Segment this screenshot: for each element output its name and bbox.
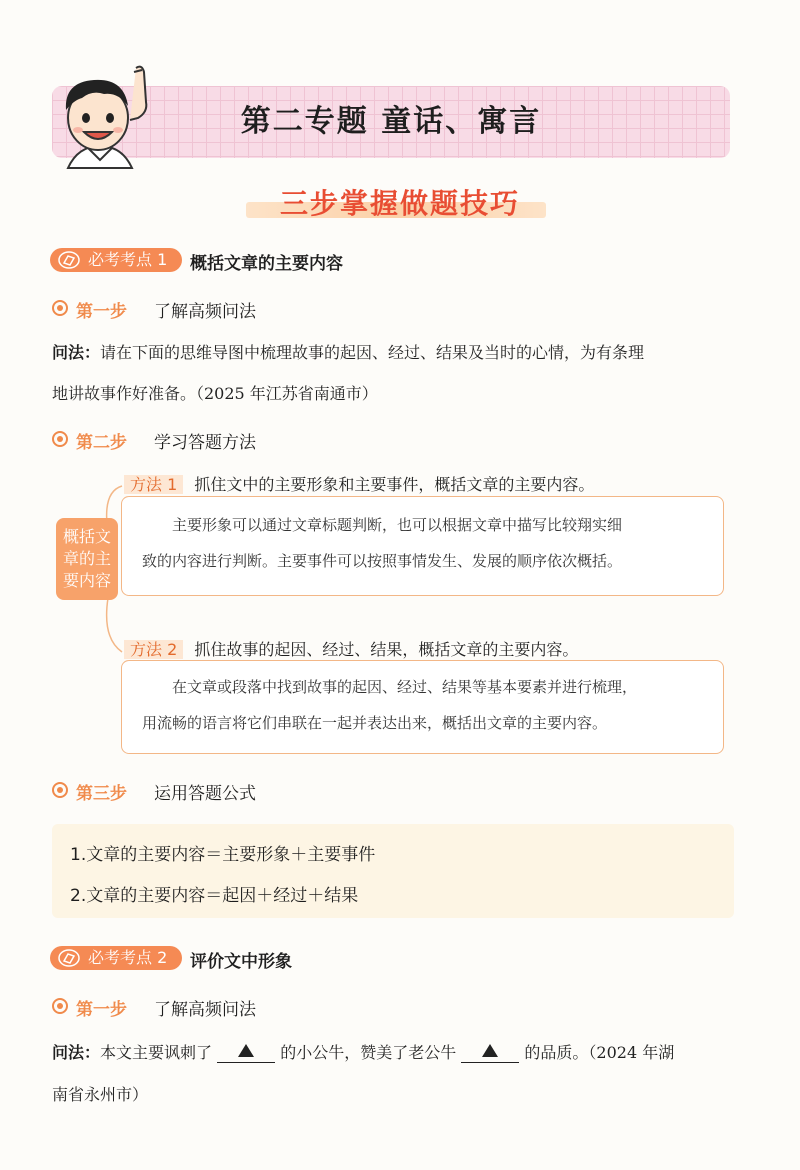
answer-blank[interactable]	[217, 1044, 275, 1063]
method-2-box	[121, 660, 724, 754]
step-bullet-icon	[52, 998, 68, 1014]
method-2-header	[124, 637, 578, 660]
question-label: 问法：	[52, 1043, 101, 1062]
answer-blank[interactable]	[461, 1044, 519, 1063]
method-1-box	[121, 496, 724, 596]
method-tag: 方法 2	[124, 640, 183, 659]
diagram-center-bubble: 概括文章的主要内容	[56, 518, 118, 600]
step-label: 第三步	[76, 784, 127, 804]
question-text: 请在下面的思维导图中梳理故事的起因、经过、结果及当时的心情，为有条理	[100, 343, 645, 362]
method-text: 主要形象可以通过文章标题判断，也可以根据文章中描写比较翔实细	[172, 516, 623, 534]
question-line-2: 南省永州市）	[52, 1085, 149, 1104]
step-title: 了解高频问法	[154, 302, 256, 322]
method-text: 致的内容进行判断。主要事件可以按照事情发生、发展的顺序依次概括。	[142, 552, 623, 570]
section-title: 三步掌握做题技巧	[279, 187, 520, 220]
method-text: 在文章或段落中找到故事的起因、经过、结果等基本要素并进行梳理，	[172, 678, 638, 696]
step-title: 运用答题公式	[154, 784, 256, 804]
question-text: 的品质。（2024 年湖	[524, 1043, 675, 1062]
question-line-1	[52, 1040, 674, 1063]
step-bullet-icon	[52, 300, 68, 316]
step-bullet-icon	[52, 782, 68, 798]
exam-point-badge-label: 必考考点 1	[88, 250, 168, 269]
step-label: 第一步	[76, 1000, 127, 1020]
question-line-1	[52, 340, 644, 363]
question-text: 本文主要讽刺了	[100, 1043, 213, 1062]
mascot-boy-illustration	[38, 60, 158, 175]
page-title: 第二专题 童话、寓言	[240, 104, 542, 139]
exam-point-badge-label: 必考考点 2	[88, 948, 168, 967]
exam-point-badge	[50, 946, 182, 970]
step-label: 第一步	[76, 302, 127, 322]
exam-point-badge	[50, 248, 182, 272]
triangle-icon	[238, 1044, 254, 1057]
book-icon	[58, 949, 80, 967]
method-text: 用流畅的语言将它们串联在一起并表达出来，概括出文章的主要内容。	[142, 714, 608, 732]
step-label: 第二步	[76, 433, 127, 453]
triangle-icon	[482, 1044, 498, 1057]
method-title: 抓住文中的主要形象和主要事件，概括文章的主要内容。	[194, 475, 595, 494]
method-1-header	[124, 472, 594, 495]
exam-point-title: 评价文中形象	[190, 952, 292, 972]
exam-point-title: 概括文章的主要内容	[190, 254, 343, 274]
method-title: 抓住故事的起因、经过、结果，概括文章的主要内容。	[194, 640, 579, 659]
book-icon	[58, 251, 80, 269]
step-title: 了解高频问法	[154, 1000, 256, 1020]
step-title: 学习答题方法	[154, 433, 256, 453]
question-label: 问法：	[52, 343, 101, 362]
step-bullet-icon	[52, 431, 68, 447]
question-line-2: 地讲故事作好准备。（2025 年江苏省南通市）	[52, 384, 378, 403]
method-tag: 方法 1	[124, 475, 183, 494]
question-text: 的小公牛，赞美了老公牛	[280, 1043, 457, 1062]
formula-2: 2.文章的主要内容＝起因＋经过＋结果	[70, 886, 359, 906]
formula-1: 1.文章的主要内容＝主要形象＋主要事件	[70, 845, 376, 865]
